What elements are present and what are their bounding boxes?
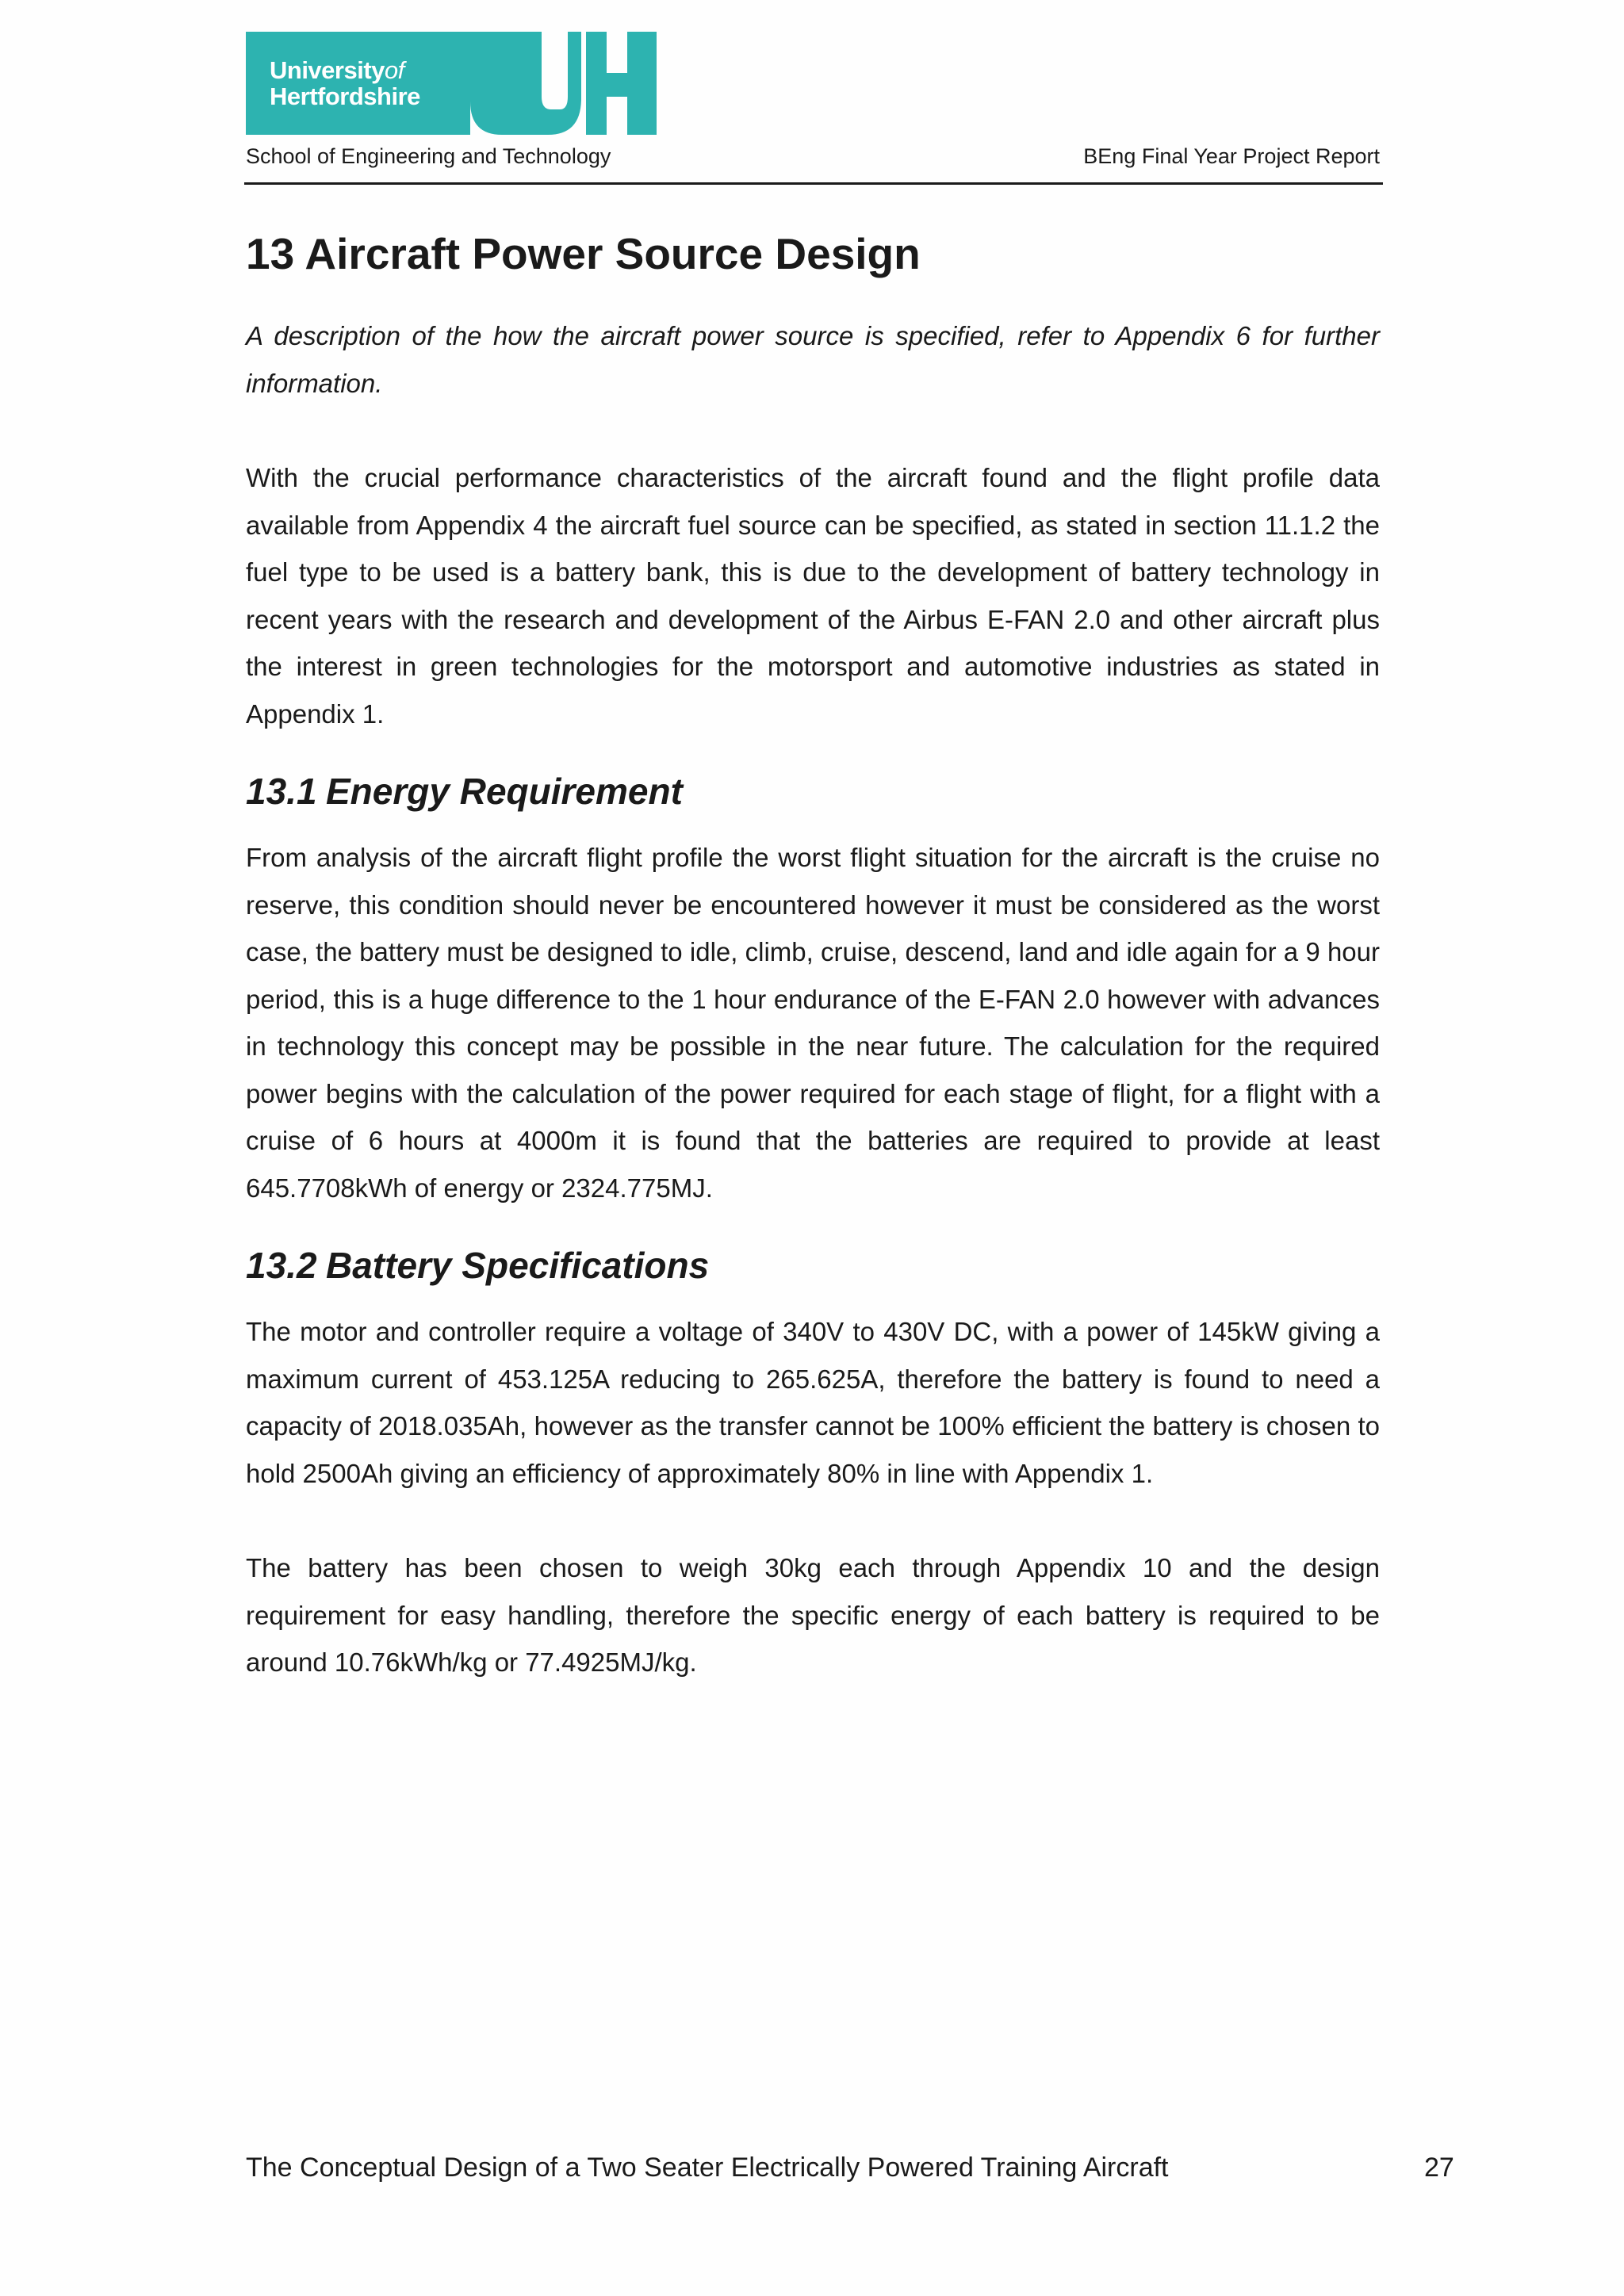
subsection-title: Energy Requirement	[326, 771, 683, 812]
battery-paragraph-2: The battery has been chosen to weigh 30kg each through Appendix 10 and the design requirement for easy handling, therefore the specific energy of each battery is required to be around 10.76kWh/kg or 77.4925MJ/kg.	[246, 1553, 1380, 1677]
section-paragraph: With the crucial performance characteristics of the aircraft found and the flight profile data available from Appendix 4 the aircraft fuel source can be specified, as stated in section 11.1.2 the fuel type to be used is a battery bank, this is due to the development of battery technology in recent years with the research and development of the Airbus E-FAN 2.0 and other aircraft plus the interest in green technologies for the motorsport and automotive industries as stated in Appendix 1.	[246, 463, 1380, 729]
subsection-heading-energy	[246, 766, 1380, 817]
logo-line1-of: of	[384, 56, 404, 84]
page-number: 27	[1424, 2152, 1454, 2183]
main-content	[246, 224, 1380, 1686]
section-intro: A description of the how the aircraft power source is specified, refer to Appendix 6 for further information.	[246, 321, 1380, 398]
header-school: School of Engineering and Technology	[246, 144, 611, 168]
subsection-title: Battery Specifications	[326, 1245, 710, 1286]
paragraph-spacer	[246, 407, 1380, 454]
footer-document-title: The Conceptual Design of a Two Seater Electrically Powered Training Aircraft	[246, 2152, 1169, 2183]
logo-wordmark-box	[246, 32, 470, 135]
section-title: 13 Aircraft Power Source Design	[246, 229, 921, 278]
subsection-heading-battery	[246, 1240, 1380, 1291]
logo-wordmark	[270, 57, 420, 109]
subsection-number: 13.1	[246, 771, 317, 812]
paragraph-spacer	[246, 1497, 1380, 1544]
header-divider	[244, 182, 1383, 185]
battery-paragraph-1: The motor and controller require a voltage of 340V to 430V DC, with a power of 145kW giving a maximum current of 453.125A reducing to 265.625A, therefore the battery is found to need a capacity of 2018.035Ah, however as the transfer cannot be 100% efficient the battery is chosen to hold 2500Ah giving an efficiency of approximately 80% in line with Appendix 1.	[246, 1317, 1380, 1488]
logo-line1: University	[270, 56, 385, 84]
header-report-type: BEng Final Year Project Report	[1083, 144, 1380, 168]
logo-line2: Hertfordshire	[270, 82, 420, 110]
subsection-number: 13.2	[246, 1245, 317, 1286]
energy-paragraph: From analysis of the aircraft flight profile the worst flight situation for the aircraft is the cruise no reserve, this condition should never be encountered however it must be considered as the worst case, the battery must be designed to idle, climb, cruise, descend, land and idle again for a 9 hour period, this is a huge difference to the 1 hour endurance of the E-FAN 2.0 however with advances in technology this concept may be possible in the near future. The calculation for the required power begins with the calculation of the power required for each stage of flight, for a flight with a cruise of 6 hours at 4000m it is found that the batteries are required to provide at least 645.7708kWh of energy or 2324.775MJ.	[246, 843, 1380, 1203]
uh-monogram-icon	[470, 32, 657, 135]
university-logo	[246, 32, 657, 135]
